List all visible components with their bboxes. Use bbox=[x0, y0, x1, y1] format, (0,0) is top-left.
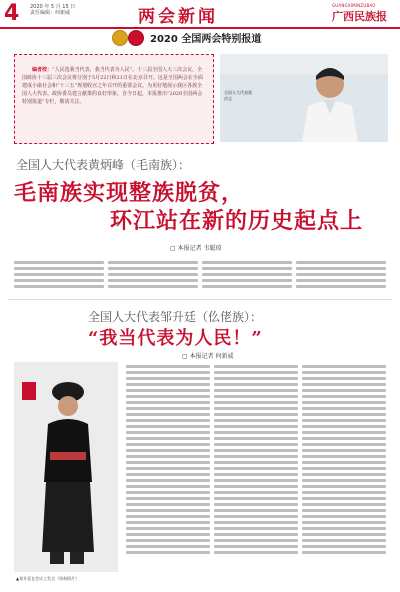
header-meta bbox=[30, 4, 75, 16]
photo-caption-2: ▲邹升廷在会议上发言（资料图片） bbox=[16, 576, 80, 581]
portrait-photo-2 bbox=[14, 362, 118, 572]
editor-note-text: “人民选我当代表，我当代表为人民”。十三届全国人大三次会议、全国政协十三届三次会议将分别于5月22日和21日在北京召开。这是全国两会在全面建成小康社会和“十三五”规划收官之年召开的重要会议。为更好地展示我区各族全国人大代表、政协委员建言献策的良好形象，自今日起，本报推出“2020全国两会特别报道”专栏，敬请关注。 bbox=[22, 67, 203, 105]
portrait-illustration-2 bbox=[14, 362, 118, 572]
header-rule bbox=[0, 27, 400, 29]
section-title: 两会新闻 bbox=[138, 7, 218, 27]
article1-column-4 bbox=[296, 258, 386, 291]
article2-headline: “我当代表为人民！” bbox=[88, 328, 263, 349]
special-report-banner: 2020 全国两会特别报道 bbox=[150, 34, 262, 45]
article1-body bbox=[14, 258, 388, 298]
article1-byline: ▢ 本报记者 韦聪琼 bbox=[170, 245, 222, 252]
article2-column-3 bbox=[302, 362, 386, 557]
article2-body bbox=[126, 362, 388, 586]
photo-caption-1: 全国人大代表梁庆宝 bbox=[224, 90, 252, 101]
article1-person: 全国人大代表黄炳峰（毛南族）： bbox=[16, 158, 191, 172]
article1-byline-text: 本报记者 韦聪琼 bbox=[177, 245, 222, 252]
cppcc-emblem-icon bbox=[128, 30, 144, 46]
issue-date: 2020 年 5 月 15 日 bbox=[30, 4, 76, 10]
paper-logo bbox=[332, 3, 396, 24]
page-number: 4 bbox=[4, 1, 20, 26]
article2-byline-text: 本报记者 何新威 bbox=[189, 353, 234, 360]
paper-name: 广西民族报 bbox=[332, 10, 387, 23]
article2-column-1 bbox=[126, 362, 210, 557]
article1-column-3 bbox=[202, 258, 292, 291]
editor-note bbox=[22, 66, 204, 106]
article2-person: 全国人大代表邹升廷（仫佬族）： bbox=[88, 310, 263, 324]
article1-headline-line2: 环江站在新的历史起点上 bbox=[110, 208, 364, 234]
national-emblem-icon bbox=[112, 30, 128, 46]
article1-column-2 bbox=[108, 258, 198, 291]
editor-note-lead: 编者按： bbox=[32, 67, 53, 73]
article2-byline: ▢ 本报记者 何新威 bbox=[182, 353, 234, 360]
article2-column-2 bbox=[214, 362, 298, 557]
paper-pinyin: GUANGXIMINZUBAO bbox=[332, 3, 376, 8]
article1-headline-line1: 毛南族实现整族脱贫， bbox=[14, 180, 245, 206]
article1-column-1 bbox=[14, 258, 104, 291]
article-divider bbox=[8, 299, 392, 300]
editor-line: 责任编辑：何新威 bbox=[30, 10, 71, 16]
